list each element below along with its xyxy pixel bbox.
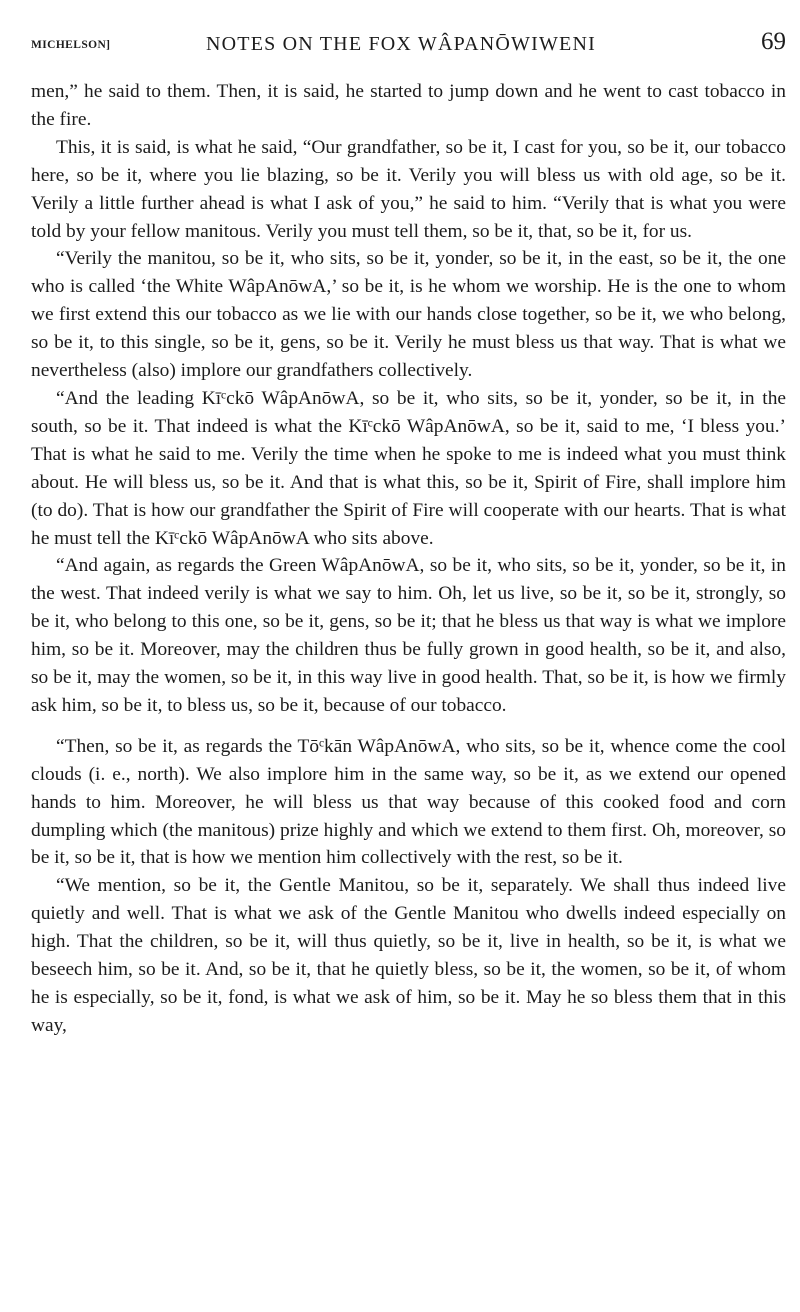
paragraph-3: “Verily the manitou, so be it, who sits, so be it, yonder, so be it, in the east, so be it, the one who is called ‘the White WâpAnōwA,’ so be it, is he whom we worship. He is the one to whom we first extend this our tobacco as we lie with our hands close together, so be it, we who belong, so be it, to this single, so be it, gens, so be it. Verily he must bless us that way. That is what we nevertheless (also) implore our grandfathers collectively. [31, 248, 786, 382]
body-text [31, 78, 786, 1040]
paragraph-1: men,” he said to them. Then, it is said, he started to jump down and he went to cast tobacco in the fire. [31, 81, 786, 130]
page-number: 69 [761, 28, 786, 55]
paragraph-5: “And again, as regards the Green WâpAnōwA, so be it, who sits, so be it, yonder, so be it, in the west. That indeed verily is what we say to him. Oh, let us live, so be it, so be it, strongly, so be it, who belong to this one, so be it, gens, so be it; that he bless us that way is what we implore him, so be it. Moreover, may the children thus be fully grown in good health, so be it, and also, so be it, may the women, so be it, in this way live in good health. That, so be it, is how we firmly ask him, so be it, to bless us, so be it, because of our tobacco. [31, 555, 786, 716]
book-page [31, 26, 786, 1040]
page-title: NOTES ON THE FOX WÂPANŌWIWENI [206, 33, 596, 55]
paragraph-4: “And the leading Kīᶜckō WâpAnōwA, so be it, who sits, so be it, yonder, so be it, in the south, so be it. That indeed is what the Kīᶜckō WâpAnōwA, so be it, said to me, ‘I bless you.’ That is what he said to me. Verily the time when he spoke to me is indeed what you must think about. He will bless us, so be it. And that is what this, so be it, Spirit of Fire, shall implore him (to do). That is how our grandfather the Spirit of Fire will cooperate with our hearts. That is what he must tell the Kīᶜckō WâpAnōwA who sits above. [31, 387, 786, 549]
paragraph-6: “Then, so be it, as regards the Tōᶜkān WâpAnōwA, who sits, so be it, whence come the cool clouds (i. e., north). We also implore him in the same way, so be it, as we extend our opened hands to him. Moreover, he will bless us that way because of this cooked food and corn dumpling which (the manitous) prize highly and which we extend to them first. Oh, moreover, so be it, so be it, that is how we mention him collectively with the rest, so be it. [31, 735, 786, 869]
running-head [31, 26, 786, 66]
paragraph-7: “We mention, so be it, the Gentle Manitou, so be it, separately. We shall thus indeed live quietly and well. That is what we ask of the Gentle Manitou who dwells indeed especially on high. That the children, so be it, will thus quietly, so be it, live in health, so be it, is what we beseech him, so be it. And, so be it, that he quietly bless, so be it, the women, so be it, of whom he is especially, so be it, fond, is what we ask of him, so be it. May he so bless them that in this way, [31, 875, 786, 1036]
author-running-head: MICHELSON] [31, 39, 111, 51]
paragraph-2: This, it is said, is what he said, “Our grandfather, so be it, I cast for you, so be it, our tobacco here, so be it, where you lie blazing, so be it. Verily you will bless us with old age, so be it. Verily a little further ahead is what I ask of you,” he said to him. “Verily that is what you were told by your fellow manitous. Verily you must tell them, so be it, that, so be it, for us. [31, 136, 786, 242]
